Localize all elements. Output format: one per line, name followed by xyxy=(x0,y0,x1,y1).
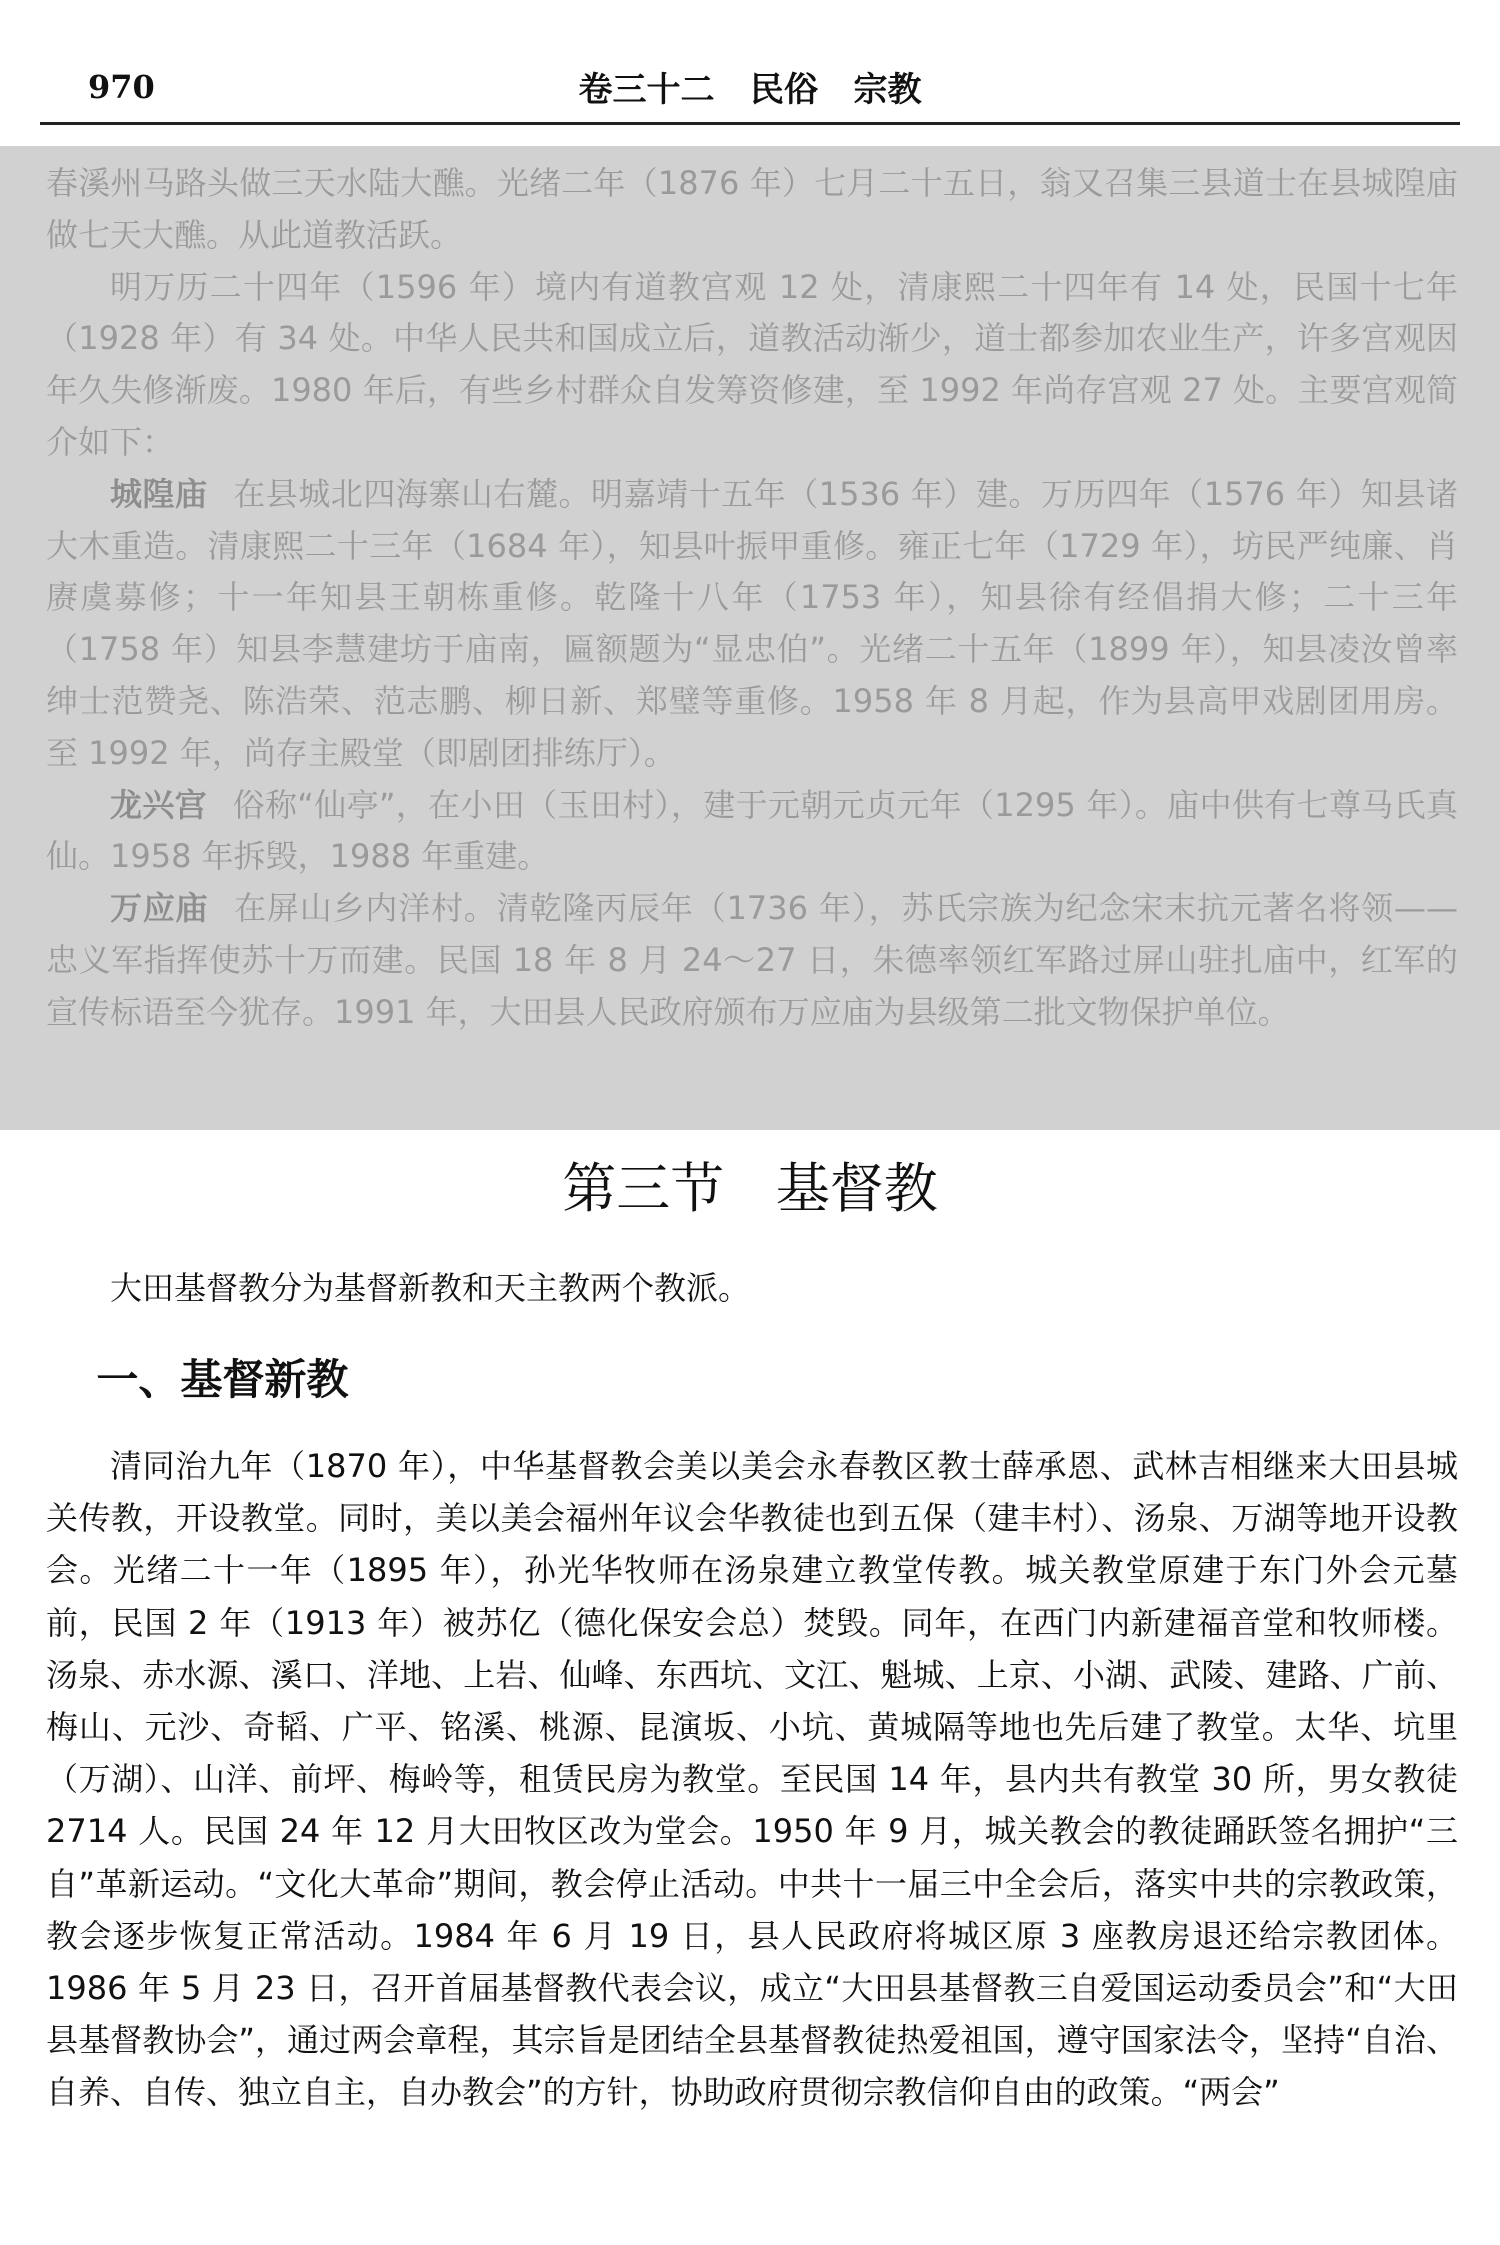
temple-name: 万应庙 xyxy=(110,889,209,928)
temple-entry xyxy=(46,883,1458,1038)
shaded-text xyxy=(46,158,1458,1039)
temple-description: 在县城北四海寨山右麓。明嘉靖十五年（1536 年）建。万历四年（1576 年）知县诸大木重造。清康熙二十三年（1684 年），知县叶振甲重修。雍正七年（1729 年），坊民严纯廉、肖赓虞募修；十一年知县王朝栋重修。乾隆十八年（1753 年），知县徐有经倡捐大修；二十三年（1758 年）知县李慧建坊于庙南，匾额题为“显忠伯”。光绪二十五年（1899 年），知县凌汝曾率绅士范赞尧、陈浩荣、范志鹏、柳日新、郑璧等重修。1958 年 8 月起，作为县高甲戏剧团用房。至 1992 年，尚存主殿堂（即剧团排练厅）。 xyxy=(46,474,1458,772)
page-number: 970 xyxy=(88,68,155,106)
temple-entry xyxy=(46,780,1458,884)
shaded-paragraph: 明万历二十四年（1596 年）境内有道教宫观 12 处，清康熙二十四年有 14 处，民国十七年（1928 年）有 34 处。中华人民共和国成立后，道教活动渐少，道士都参加农业生产，许多宫观因年久失修渐废。1980 年后，有些乡村群众自发筹资修建，至 1992 年尚存宫观 27 处。主要宫观简介如下： xyxy=(46,267,1458,461)
header-rule xyxy=(40,122,1460,125)
temple-name: 城隍庙 xyxy=(110,474,208,513)
main-content xyxy=(46,1262,1458,2119)
shaded-paragraph: 春溪州马路头做三天水陆大醮。光绪二年（1876 年）七月二十五日，翁又召集三县道士在县城隍庙做七天大醮。从此道教活跃。 xyxy=(46,164,1458,254)
shaded-previous-content xyxy=(0,146,1500,1130)
temple-entry xyxy=(46,469,1458,780)
sub-heading: 一、基督新教 xyxy=(96,1355,349,1404)
temple-description: 在屏山乡内洋村。清乾隆丙辰年（1736 年），苏氏宗族为纪念宋末抗元著名将领——忠义军指挥使苏十万而建。民国 18 年 8 月 24～27 日，朱德率领红军路过屏山驻扎庙中，红军的宣传标语至今犹存。1991 年，大田县人民政府颁布万应庙为县级第二批文物保护单位。 xyxy=(46,889,1458,1031)
body-paragraph: 清同治九年（1870 年），中华基督教会美以美会永春教区教士薛承恩、武林吉相继来大田县城关传教，开设教堂。同时，美以美会福州年议会华教徒也到五保（建丰村）、汤泉、万湖等地开设教会。光绪二十一年（1895 年），孙光华牧师在汤泉建立教堂传教。城关教堂原建于东门外会元墓前，民国 2 年（1913 年）被苏亿（德化保安会总）焚毁。同年，在西门内新建福音堂和牧师楼。汤泉、赤水源、溪口、洋地、上岩、仙峰、东西坑、文江、魁城、上京、小湖、武陵、建路、广前、梅山、元沙、奇韬、广平、铭溪、桃源、昆演坂、小坑、黄城隔等地也先后建了教堂。太华、坑里（万湖）、山洋、前坪、梅岭等，租赁民房为教堂。至民国 14 年，县内共有教堂 30 所，男女教徒 2714 人。民国 24 年 12 月大田牧区改为堂会。1950 年 9 月，城关教会的教徒踊跃签名拥护“三自”革新运动。“文化大革命”期间，教会停止活动。中共十一届三中全会后，落实中共的宗教政策，教会逐步恢复正常活动。1984 年 6 月 19 日，县人民政府将城区原 3 座教房退还给宗教团体。1986 年 5 月 23 日，召开首届基督教代表会议，成立“大田县基督教三自爱国运动委员会”和“大田县基督教协会”，通过两会章程，其宗旨是团结全县基督教徒热爱祖国，遵守国家法令，坚持“自治、自养、自传、独立自主，自办教会”的方针，协助政府贯彻宗教信仰自由的政策。“两会” xyxy=(46,1447,1458,2112)
temple-description: 俗称“仙亭”，在小田（玉田村），建于元朝元贞元年（1295 年）。庙中供有七尊马氏真仙。1958 年拆毁，1988 年重建。 xyxy=(46,785,1458,876)
running-head: 卷三十二 民俗 宗教 xyxy=(578,70,922,110)
temple-name: 龙兴宫 xyxy=(110,785,208,824)
page-header xyxy=(0,0,1500,146)
section-intro: 大田基督教分为基督新教和天主教两个教派。 xyxy=(110,1269,751,1307)
section-title: 第三节 基督教 xyxy=(562,1157,938,1220)
